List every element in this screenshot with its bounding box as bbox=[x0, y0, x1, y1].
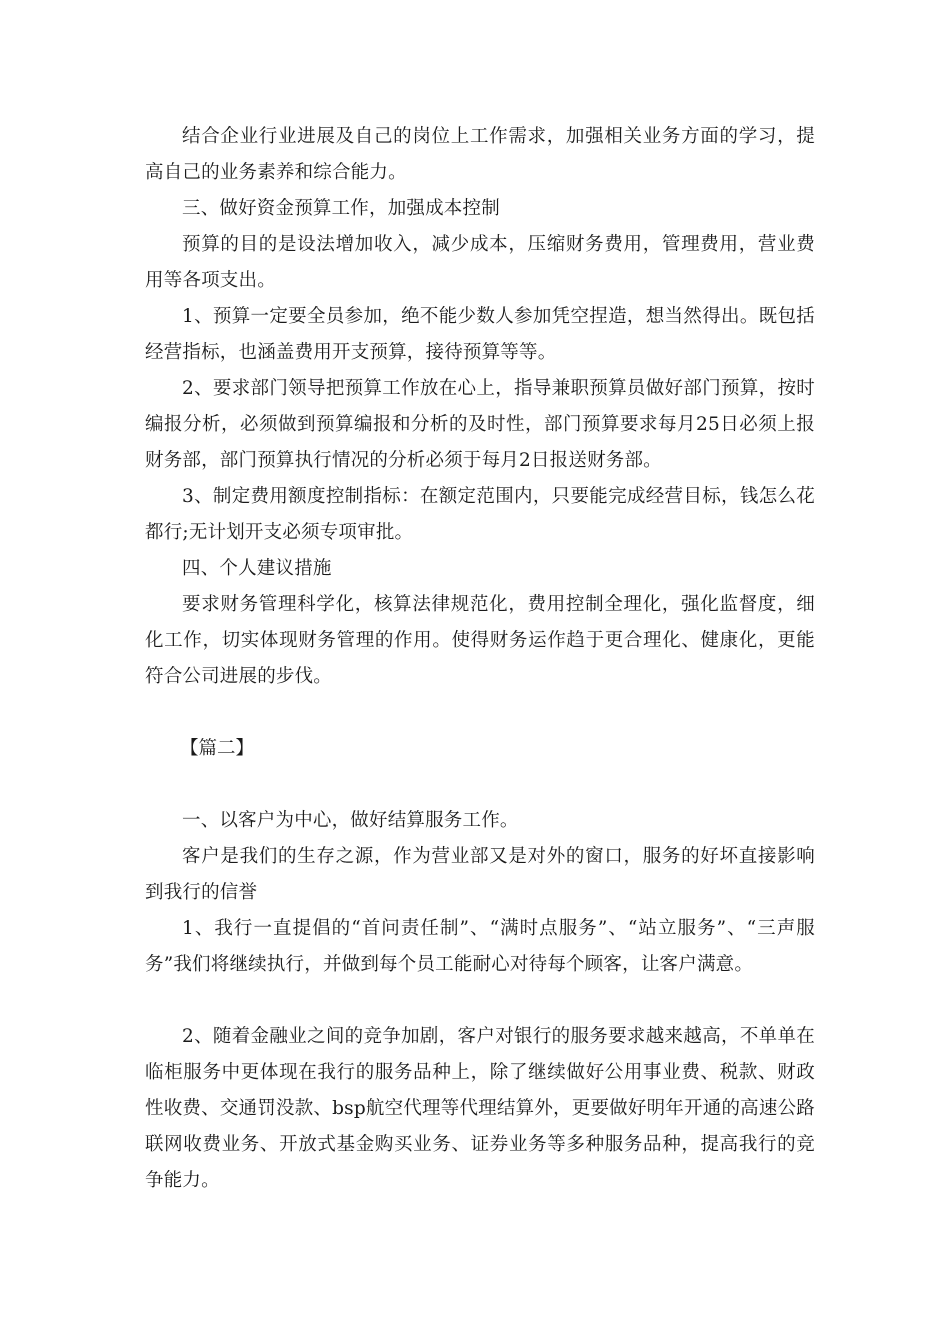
paragraph-study: 结合企业行业进展及自己的岗位上工作需求，加强相关业务方面的学习，提高自己的业务素养和综合能力。 bbox=[145, 126, 815, 183]
heading-customer-center: 一、以客户为中心，做好结算服务工作。 bbox=[182, 810, 519, 831]
paragraph-service-1: 1、我行一直提倡的“首问责任制”、“满时点服务”、“站立服务”、“三声服务”我们将继续执行，并做到每个员工能耐心对待每个顾客，让客户满意。 bbox=[145, 918, 815, 975]
paragraph-customer-source: 客户是我们的生存之源，作为营业部又是对外的窗口，服务的好坏直接影响到我行的信誉 bbox=[145, 846, 815, 903]
section-mark: 【篇二】 bbox=[180, 738, 255, 759]
paragraph-service-2: 2、随着金融业之间的竞争加剧，客户对银行的服务要求越来越高，不单单在临柜服务中更体现在我行的服务品种上，除了继续做好公用事业费、税款、财政性收费、交通罚没款、bsp航空代理等代理结算外，更要做好明年开通的高速公路联网收费业务、开放式基金购买业务、证券业务等多种服务品种，提高我行的竞争能力。 bbox=[145, 1026, 815, 1191]
paragraph-budget-1: 1、预算一定要全员参加，绝不能少数人参加凭空捏造，想当然得出。既包括经营指标，也涵盖费用开支预算，接待预算等等。 bbox=[145, 306, 815, 363]
heading-suggestions: 四、个人建议措施 bbox=[182, 558, 332, 579]
paragraph-budget-2: 2、要求部门领导把预算工作放在心上，指导兼职预算员做好部门预算，按时编报分析，必须做到预算编报和分析的及时性，部门预算要求每月25日必须上报财务部，部门预算执行情况的分析必须于每月2日报送财务部。 bbox=[145, 378, 815, 471]
heading-budget: 三、做好资金预算工作，加强成本控制 bbox=[182, 198, 500, 219]
paragraph-budget-3: 3、制定费用额度控制指标：在额定范围内，只要能完成经营目标，钱怎么花都行;无计划开支必须专项审批。 bbox=[145, 486, 815, 543]
paragraph-budget-purpose: 预算的目的是设法增加收入，减少成本，压缩财务费用，管理费用，营业费用等各项支出。 bbox=[145, 234, 815, 291]
paragraph-suggestions: 要求财务管理科学化，核算法律规范化，费用控制全理化，强化监督度，细化工作，切实体现财务管理的作用。使得财务运作趋于更合理化、健康化，更能符合公司进展的步伐。 bbox=[145, 594, 815, 687]
